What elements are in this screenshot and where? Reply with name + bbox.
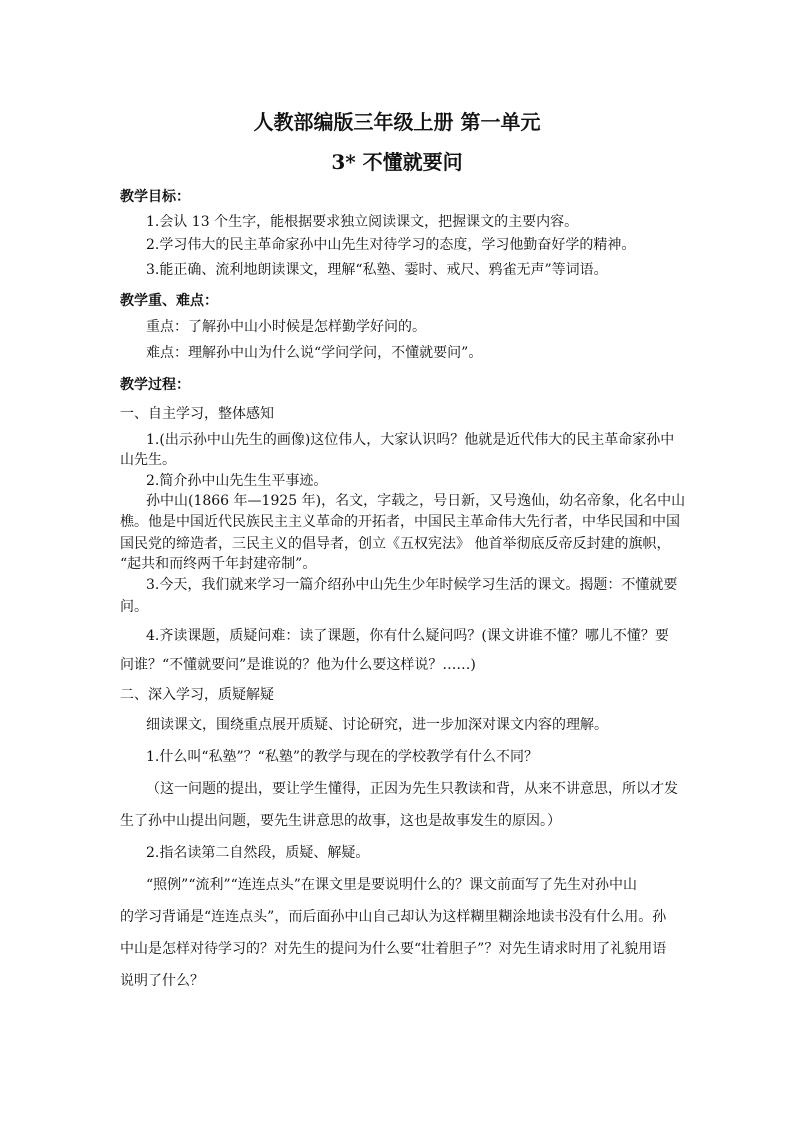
paragraph-line: 说明了什么？ [120,973,204,989]
paragraph-line: “起共和而终两千年封建帝制”。 [120,556,317,572]
paragraph-line: （这一问题的提出，要让学生懂得，正因为先生只教读和背，从来不讲意思，所以才发 [146,781,678,797]
paragraph-line: 山先生。 [120,452,176,468]
paragraph-line: 樵。他是中国近代民族民主主义革命的开拓者，中国民主革命伟大先行者，中华民国和中国 [120,514,680,530]
key-points-heading: 教学重、难点： [120,293,218,309]
paragraph-line: 中山是怎样对待学习的？对先生的提问为什么要“壮着胆子”？对先生请求时用了礼貌用语 [120,941,667,957]
difficult-point: 难点：理解孙中山为什么说“学问学问，不懂就要问”。 [146,345,483,361]
section-title: 一、自主学习，整体感知 [120,406,274,422]
paragraph-line: 2.指名读第二自然段，质疑、解疑。 [146,845,370,861]
paragraph-line: 细读课文，围绕重点展开质疑、讨论研究，进一步加深对课文内容的理解。 [146,717,608,733]
document-title: 人教部编版三年级上册 第一单元 [253,110,541,134]
paragraph-line: 问。 [120,599,148,615]
process-heading: 教学过程： [120,377,190,393]
paragraph-line: 国民党的缔造者，三民主义的倡导者，创立《五权宪法》 他首举彻底反帝反封建的旗帜， [120,536,671,552]
objective-item: 1.会认 13 个生字，能根据要求独立阅读课文，把握课文的主要内容。 [146,214,579,230]
key-point: 重点：了解孙中山小时候是怎样勤学好问的。 [146,319,426,335]
paragraph-line: 的学习背诵是“连连点头”，而后面孙中山自己却认为这样糊里糊涂地读书没有什么用。孙 [120,909,667,925]
objective-item: 2.学习伟大的民主革命家孙中山先生对待学习的态度，学习他勤奋好学的精神。 [146,237,636,253]
paragraph-line: 孙中山(1866 年—1925 年)，名文，字载之，号日新，又号逸仙，幼名帝象，化名中山 [146,493,686,509]
lesson-title: 3* 不懂就要问 [331,150,463,174]
paragraph-line: 2.简介孙中山先生生平事迹。 [146,473,328,489]
paragraph-line: 4.齐读课题，质疑问难：读了课题，你有什么疑问吗？(课文讲谁不懂？哪儿不懂？要 [146,628,669,644]
paragraph-line: 生了孙中山提出问题，要先生讲意思的故事，这也是故事发生的原因。） [120,813,561,829]
paragraph-line: 3.今天，我们就来学习一篇介绍孙中山先生少年时候学习生活的课文。揭题：不懂就要 [146,577,678,593]
paragraph-line: 1.(出示孙中山先生的画像)这位伟人，大家认识吗？他就是近代伟大的民主革命家孙中 [146,432,675,448]
objective-item: 3.能正确、流利地朗读课文，理解“私塾、霎时、戒尺、鸦雀无声”等词语。 [146,262,608,278]
paragraph-line: 问谁？“不懂就要问”是谁说的？他为什么要这样说？……) [120,657,476,673]
paragraph-line: 1.什么叫“私塾”？“私塾”的教学与现在的学校教学有什么不同？ [146,749,538,765]
objectives-heading: 教学目标： [120,189,190,205]
paragraph-line: “照例”“流利”“连连点头”在课文里是要说明什么的？课文前面写了先生对孙中山 [146,877,637,893]
section-title: 二、深入学习，质疑解疑 [120,687,274,703]
